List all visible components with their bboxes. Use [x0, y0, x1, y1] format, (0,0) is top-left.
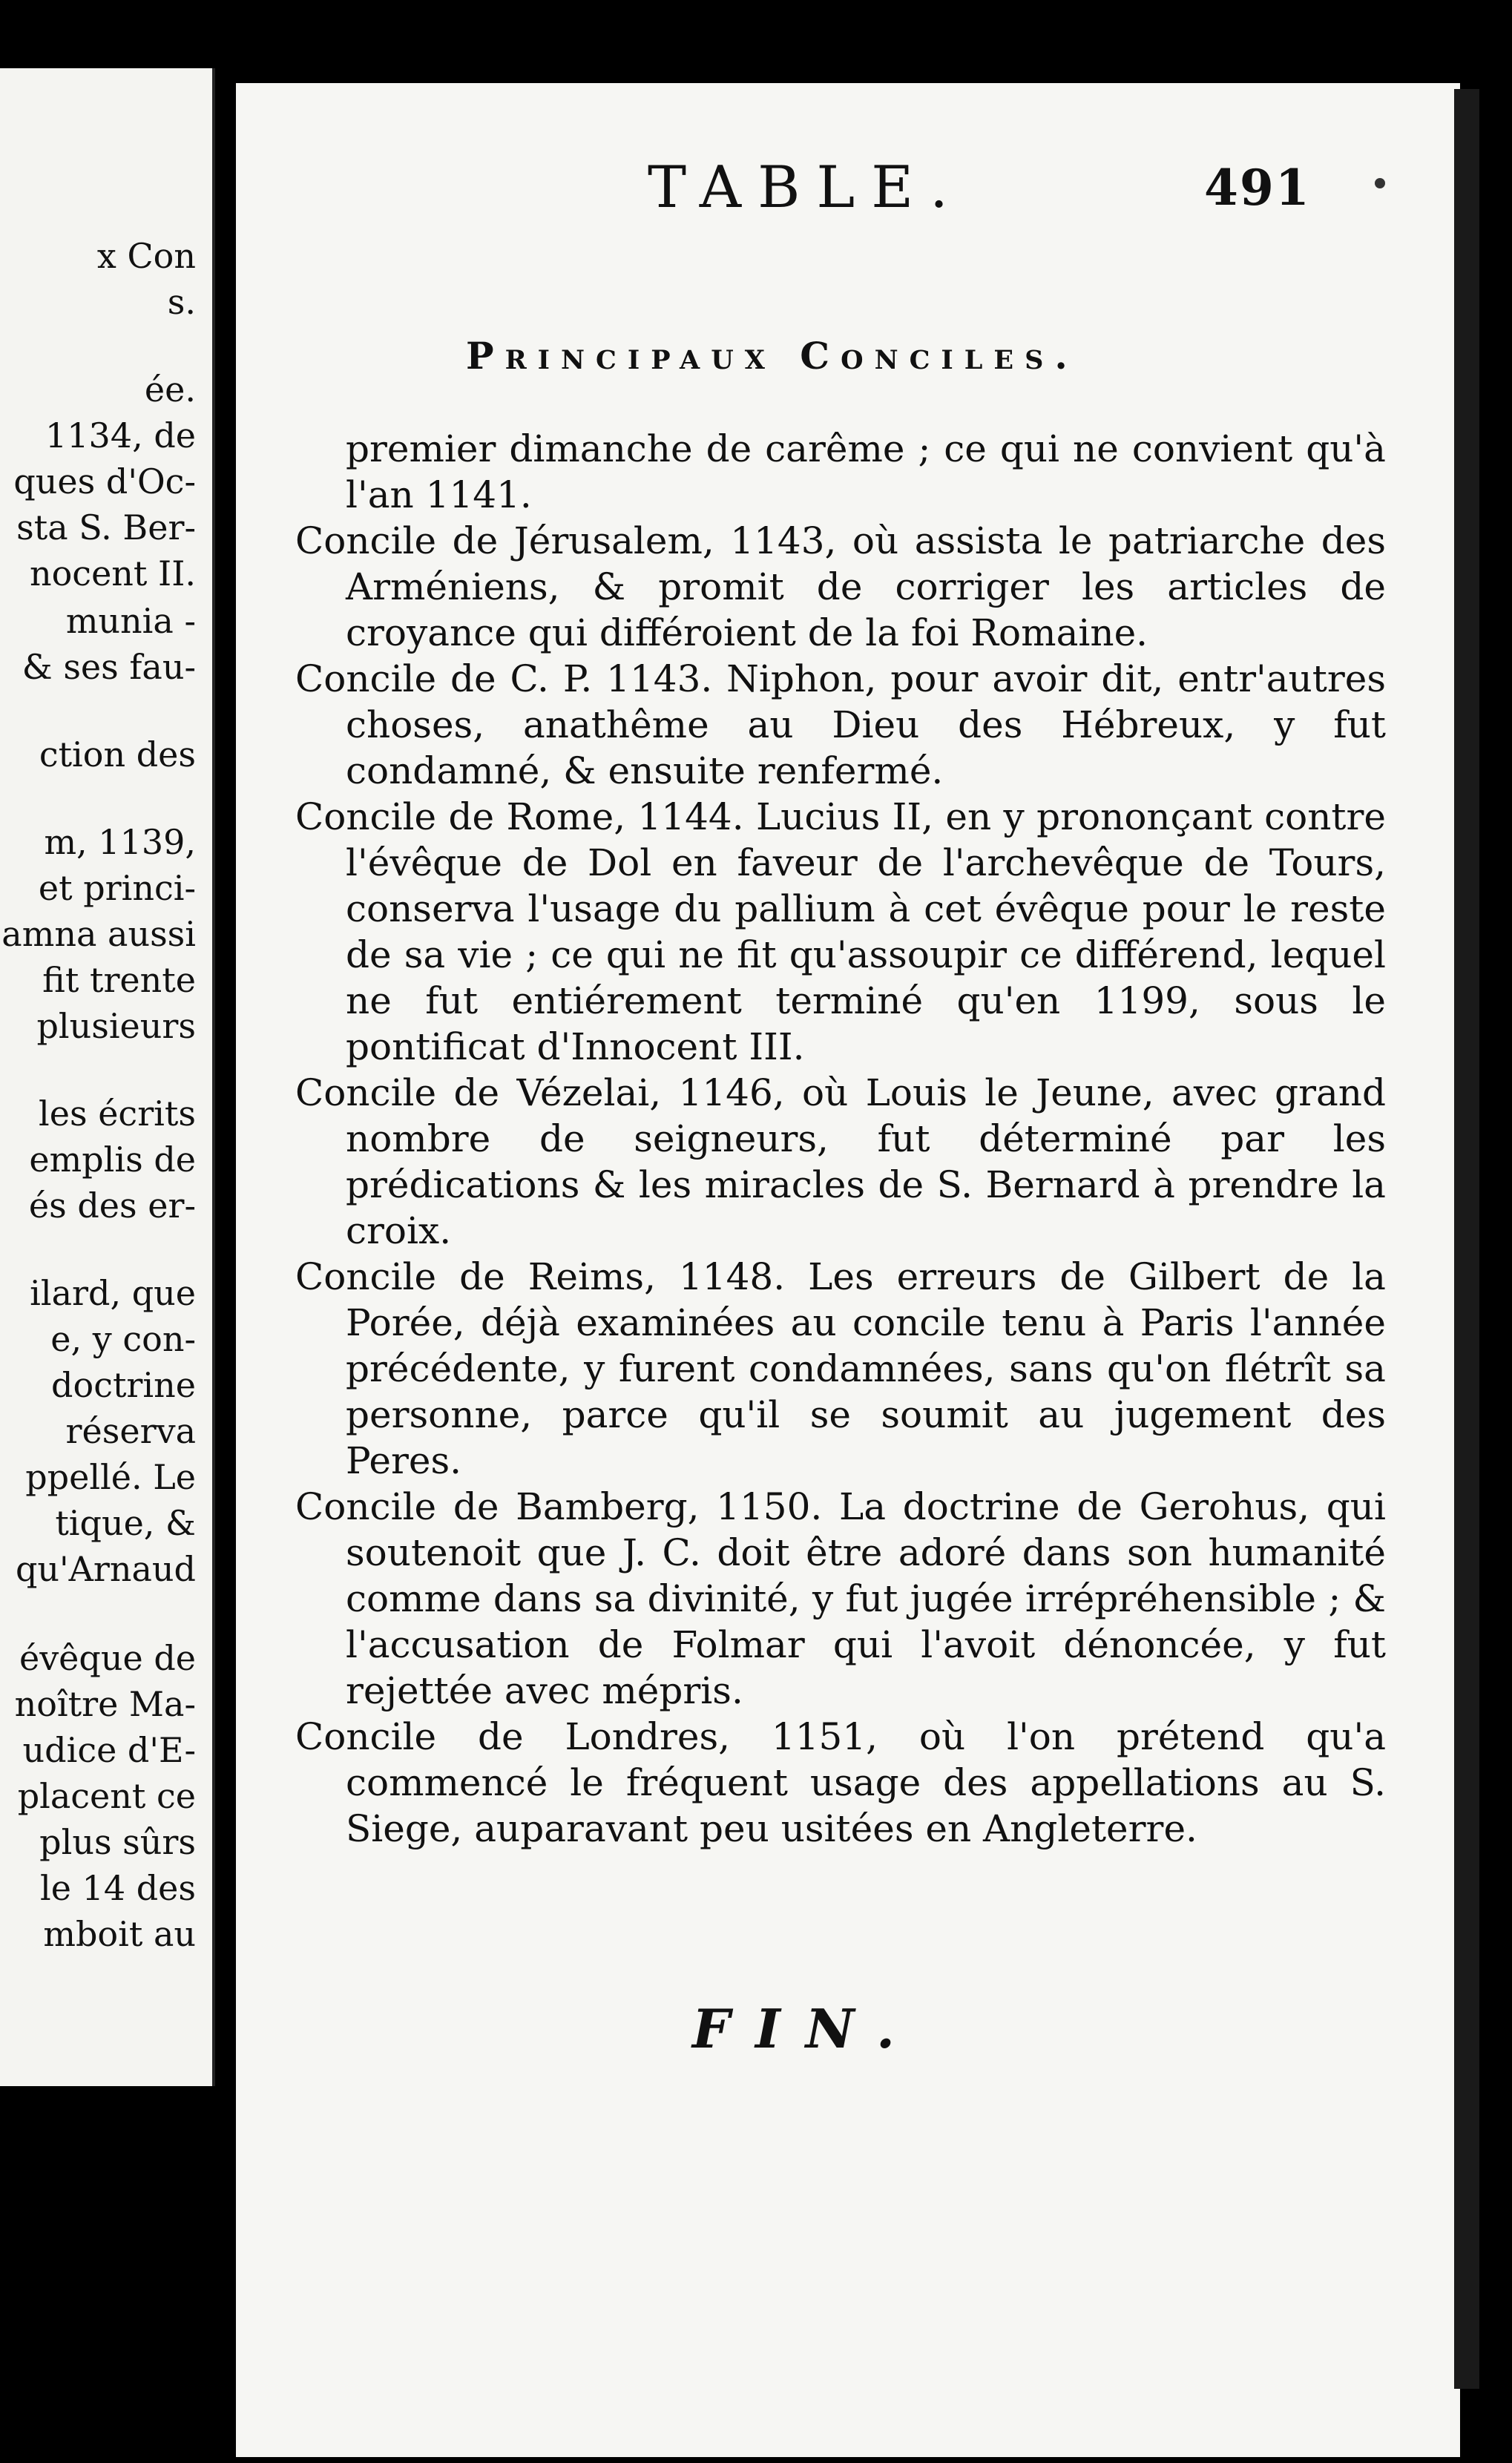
- left-page-line: plusieurs: [36, 1006, 196, 1046]
- fin-mark: FIN.: [692, 1997, 921, 2060]
- entry: premier dimanche de carême ; ce qui ne convient qu'à l'an 1141.: [346, 427, 1386, 516]
- left-page-line: nocent II.: [29, 553, 196, 593]
- entry: Concile de Reims, 1148. Les erreurs de Gilbert de la Porée, déjà examinées au concile tenu à Paris l'année précédente, y furent condamnées, sans qu'on flétrît sa personne, parce qu'il se soumit au jugement des Peres.: [295, 1255, 1386, 1482]
- left-page-line: és des er-: [28, 1186, 196, 1226]
- running-title: TABLE.: [648, 154, 964, 221]
- left-page-line: m, 1139,: [44, 822, 196, 862]
- left-page-line: udice d'E-: [22, 1730, 196, 1770]
- entry: Concile de Vézelai, 1146, où Louis le Jeune, avec grand nombre de seigneurs, fut déterminé par les prédications & les miracles de S. Bernard à prendre la croix.: [295, 1071, 1386, 1252]
- left-page-line: et princi-: [38, 868, 196, 908]
- entry: Concile de Londres, 1151, où l'on prétend qu'a commencé le fréquent usage des appellations au S. Siege, auparavant peu usitées en Angleterre.: [295, 1715, 1386, 1850]
- left-page-line: doctrine: [51, 1365, 196, 1405]
- page-edge-shadow: [1454, 89, 1479, 2389]
- left-page-line: emplis de: [29, 1140, 196, 1180]
- left-page-line: s.: [167, 282, 196, 322]
- left-page-line: amna aussi: [1, 914, 196, 954]
- main-page: [236, 83, 1460, 2457]
- left-page-line: ppellé. Le: [25, 1457, 196, 1497]
- body-text: [295, 426, 1386, 1852]
- left-page-line: 1134, de: [45, 415, 196, 456]
- entry: Concile de Jérusalem, 1143, où assista le patriarche des Arméniens, & promit de corriger les articles de croyance qui différoient de la foi Romaine.: [295, 519, 1386, 654]
- left-page-line: sta S. Ber-: [16, 507, 196, 547]
- page-number: 491: [1204, 159, 1311, 217]
- left-page-line: placent ce: [17, 1776, 196, 1816]
- ink-spot: [1375, 178, 1385, 188]
- left-page-line: mboit au: [43, 1914, 196, 1954]
- entry: Concile de Bamberg, 1150. La doctrine de Gerohus, qui soutenoit que J. C. doit être adoré dans son humanité comme dans sa divinité, y fut jugée irrépréhensible ; & l'accusation de Folmar qui l'avoit dénoncée, y fut rejettée avec mépris.: [295, 1485, 1386, 1712]
- left-page-line: plus sûrs: [39, 1822, 196, 1862]
- section-title: Principaux Conciles.: [466, 334, 1079, 378]
- left-page-line: x Con: [96, 236, 196, 276]
- left-page-line: le 14 des: [40, 1868, 196, 1908]
- left-page-line: ction des: [39, 734, 196, 775]
- left-page-line: les écrits: [39, 1094, 196, 1134]
- left-page-line: & ses fau-: [22, 647, 196, 687]
- left-page-line: tique, &: [55, 1503, 196, 1543]
- left-page-line: noître Ma-: [14, 1684, 196, 1724]
- left-page-line: fit trente: [42, 960, 196, 1000]
- entry: Concile de C. P. 1143. Niphon, pour avoir dit, entr'autres choses, anathême au Dieu des Hébreux, y fut condamné, & ensuite renfermé.: [295, 657, 1386, 792]
- entry: Concile de Rome, 1144. Lucius II, en y prononçant contre l'évêque de Dol en faveur de l'archevêque de Tours, conserva l'usage du pallium à cet évêque pour le reste de sa vie ; ce qui ne fit qu'assoupir ce différend, lequel ne fut entiérement terminé qu'en 1199, sous le pontificat d'Innocent III.: [295, 795, 1386, 1068]
- left-page-line: munia -: [65, 601, 196, 641]
- left-page-line: qu'Arnaud: [15, 1549, 196, 1589]
- left-page-line: réserva: [65, 1411, 196, 1451]
- left-page-line: e, y con-: [50, 1319, 196, 1359]
- left-page-line: ques d'Oc-: [13, 461, 196, 502]
- left-page-line: ée.: [144, 369, 196, 410]
- left-page-line: ilard, que: [30, 1273, 196, 1313]
- left-facing-page: [0, 68, 215, 2086]
- left-page-line: évêque de: [19, 1638, 196, 1678]
